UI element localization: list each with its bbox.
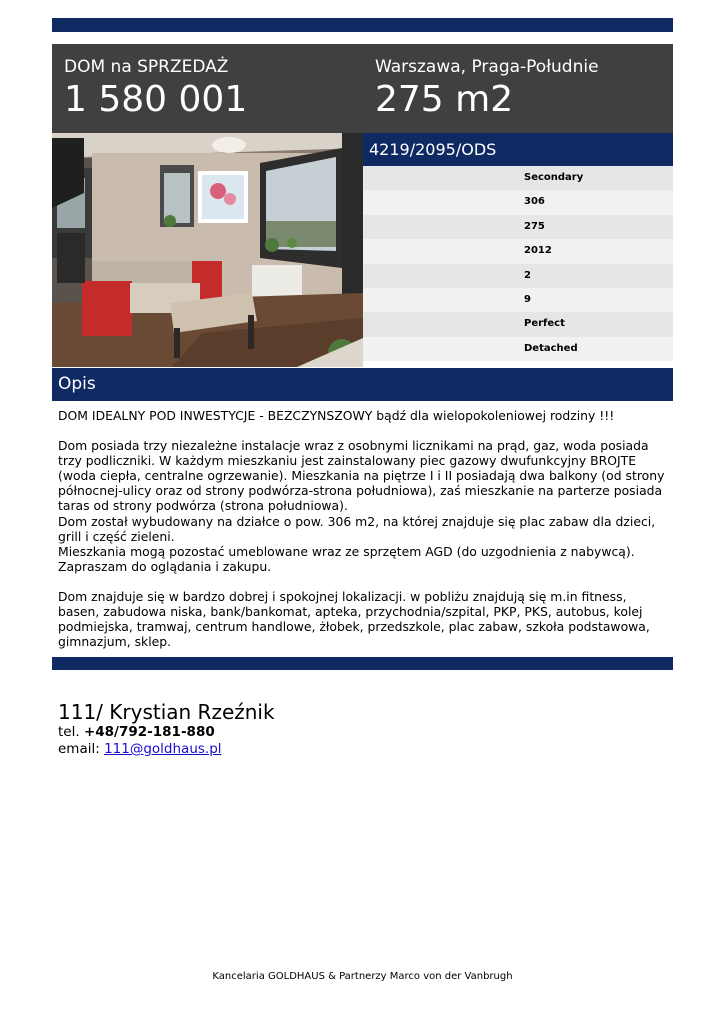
param-usable-area: 275	[363, 215, 673, 239]
paragraph-gap	[58, 574, 670, 589]
agent-name: 111/ Krystian Rzeźnik	[58, 700, 275, 724]
agent-phone[interactable]: +48/792-181-880	[83, 724, 215, 740]
listing-header	[52, 44, 673, 133]
param-condition: Perfect	[363, 312, 673, 336]
page-footer: Kancelaria GOLDHAUS & Partnerzy Marco von der Vanbrugh	[212, 971, 513, 982]
reference-number: 4219/2095/ODS	[363, 133, 673, 166]
price-block	[64, 56, 247, 120]
param-market: Secondary	[363, 166, 673, 190]
param-rooms: 9	[363, 288, 673, 312]
listing-type: DOM na SPRZEDAŻ	[64, 57, 229, 77]
email-label: email:	[58, 741, 100, 757]
description-paragraph: Dom został wybudowany na działce o pow. 306 m2, na której znajduje się plac zabaw dla dzieci, grill i część zieleni.	[58, 513, 656, 544]
paragraph-gap	[58, 423, 670, 438]
description-paragraph: Dom znajduje się w bardzo dobrej i spokojnej lokalizacji. w pobliżu znajdują się m.in fitness, basen, zabudowa niska, bank/bankomat, apteka, przychodnia/szpital, PKP, PKS, autobus, kolej podmiejska, tramwaj, centrum handlowe, żłobek, przedszkole, plac zabaw, szkoła podstawowa, gimnazjum, sklep.	[58, 588, 650, 650]
top-banner-bar	[52, 18, 673, 32]
parameters-table	[363, 166, 673, 361]
bottom-banner-bar	[52, 657, 673, 670]
listing-price: 1 580 001	[64, 79, 248, 120]
listing-location: Warszawa, Praga-Południe	[375, 57, 599, 77]
description-paragraph: DOM IDEALNY POD INWESTYCJE - BEZCZYNSZOWY bądź dla wielopokoleniowej rodziny !!!	[58, 408, 615, 423]
agent-phone-line	[58, 724, 275, 741]
agent-email-line	[58, 741, 275, 758]
param-building-type: Detached	[363, 337, 673, 361]
property-photo	[52, 133, 363, 367]
agent-email-link[interactable]: 111@goldhaus.pl	[104, 741, 222, 757]
param-plot-area: 306	[363, 190, 673, 214]
description-paragraph: Zapraszam do oglądania i zakupu.	[58, 558, 272, 574]
param-build-year: 2012	[363, 239, 673, 263]
param-floors: 2	[363, 264, 673, 288]
description-paragraph: Mieszkania mogą pozostać umeblowane wraz ze sprzętem AGD (do uzgodnienia z nabywcą).	[58, 543, 635, 559]
listing-area: 275 m2	[375, 79, 514, 120]
phone-label: tel.	[58, 724, 80, 740]
description-heading: Opis	[52, 368, 673, 401]
description-paragraph: Dom posiada trzy niezależne instalacje wraz z osobnymi licznikami na prąd, gaz, woda posiada trzy podliczniki. W każdym mieszkaniu jest zainstalowany piec gazowy dwufunkcyjny BROJTE (woda ciepła, centralne ogrzewanie). Mieszkania na piętrze I i II posiadają dwa balkony (od strony północnej-ulicy oraz od strony podwórza-strona południowa), zaś mieszkanie na parterze posiada taras od strony podwórza (strona południowa).	[58, 438, 665, 514]
location-block	[375, 56, 599, 120]
description-text	[58, 408, 670, 649]
agent-contact	[58, 700, 275, 758]
